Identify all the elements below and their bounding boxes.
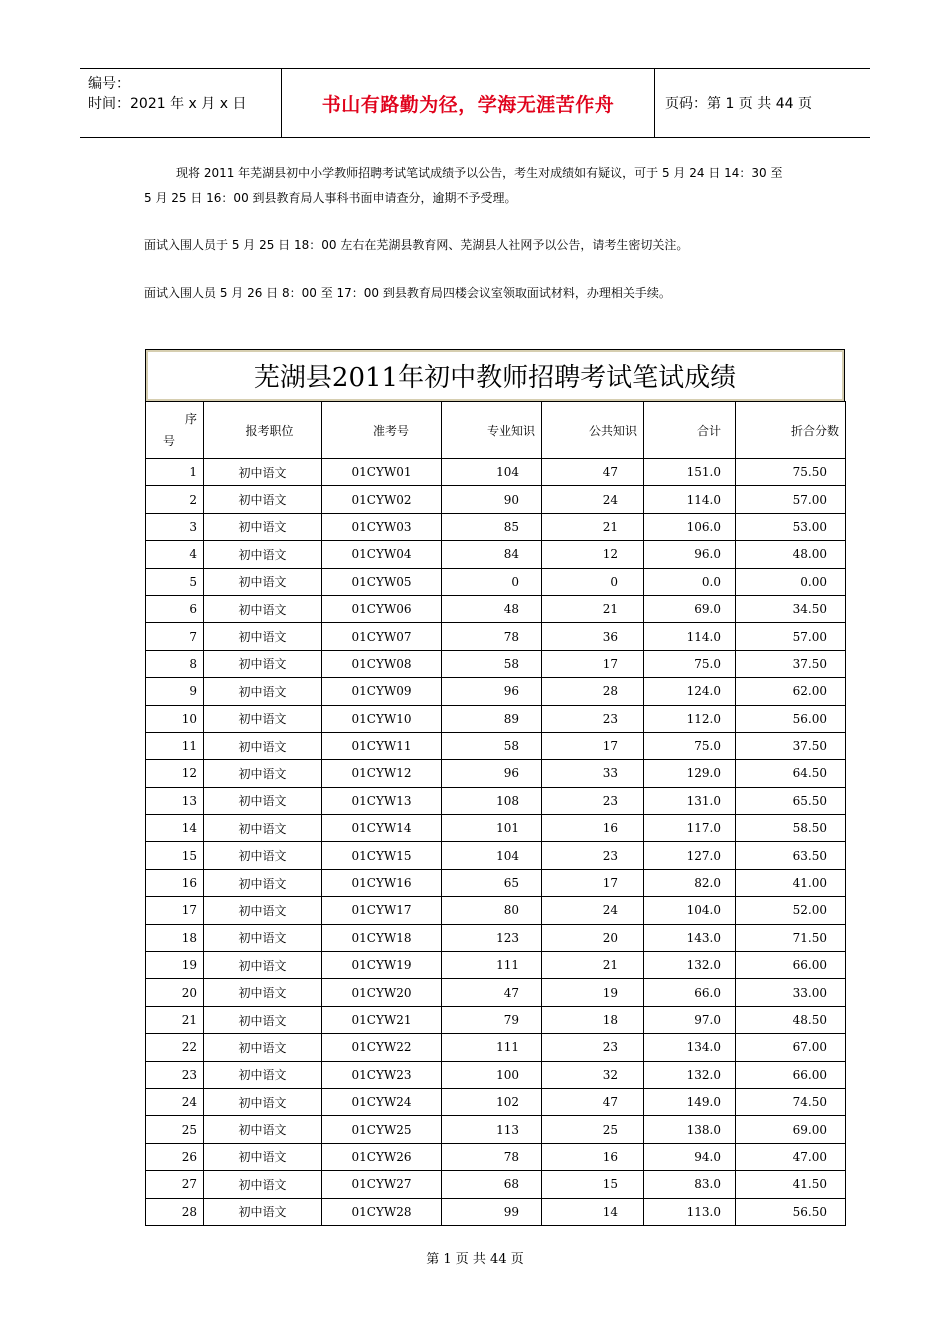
cell-exam-id: 01CYW15 bbox=[322, 842, 442, 869]
cell-total: 117.0 bbox=[644, 815, 736, 842]
table-row bbox=[146, 1088, 846, 1115]
cell-converted: 57.00 bbox=[736, 486, 846, 513]
table-row bbox=[146, 979, 846, 1006]
cell-professional: 102 bbox=[442, 1088, 542, 1115]
cell-total: 151.0 bbox=[644, 459, 736, 486]
cell-public: 23 bbox=[542, 787, 644, 814]
cell-seq: 23 bbox=[146, 1061, 204, 1088]
header-meta bbox=[80, 69, 282, 137]
cell-professional: 78 bbox=[442, 1143, 542, 1170]
cell-total: 113.0 bbox=[644, 1198, 736, 1225]
cell-professional: 104 bbox=[442, 842, 542, 869]
cell-converted: 47.00 bbox=[736, 1143, 846, 1170]
cell-converted: 48.50 bbox=[736, 1006, 846, 1033]
cell-public: 21 bbox=[542, 513, 644, 540]
cell-public: 20 bbox=[542, 924, 644, 951]
cell-seq: 15 bbox=[146, 842, 204, 869]
cell-converted: 57.00 bbox=[736, 623, 846, 650]
cell-converted: 64.50 bbox=[736, 760, 846, 787]
cell-position: 初中语文 bbox=[204, 705, 322, 732]
cell-seq: 16 bbox=[146, 869, 204, 896]
cell-professional: 111 bbox=[442, 1034, 542, 1061]
table-row bbox=[146, 1034, 846, 1061]
cell-exam-id: 01CYW21 bbox=[322, 1006, 442, 1033]
table-row bbox=[146, 568, 846, 595]
header-seq-top: 序 bbox=[184, 412, 197, 426]
cell-position: 初中语文 bbox=[204, 1006, 322, 1033]
cell-professional: 123 bbox=[442, 924, 542, 951]
cell-public: 21 bbox=[542, 595, 644, 622]
cell-public: 0 bbox=[542, 568, 644, 595]
cell-exam-id: 01CYW01 bbox=[322, 459, 442, 486]
cell-professional: 101 bbox=[442, 815, 542, 842]
cell-converted: 56.50 bbox=[736, 1198, 846, 1225]
cell-position: 初中语文 bbox=[204, 924, 322, 951]
cell-seq: 20 bbox=[146, 979, 204, 1006]
cell-exam-id: 01CYW03 bbox=[322, 513, 442, 540]
table-row bbox=[146, 595, 846, 622]
cell-exam-id: 01CYW25 bbox=[322, 1116, 442, 1143]
table-row bbox=[146, 541, 846, 568]
cell-professional: 65 bbox=[442, 869, 542, 896]
table-row bbox=[146, 623, 846, 650]
header-page-info: 页码：第 1 页 共 44 页 bbox=[665, 96, 812, 112]
table-row bbox=[146, 787, 846, 814]
cell-professional: 78 bbox=[442, 623, 542, 650]
cell-public: 15 bbox=[542, 1171, 644, 1198]
cell-total: 106.0 bbox=[644, 513, 736, 540]
table-row bbox=[146, 760, 846, 787]
table-row bbox=[146, 732, 846, 759]
cell-position: 初中语文 bbox=[204, 1143, 322, 1170]
cell-public: 17 bbox=[542, 650, 644, 677]
table-row bbox=[146, 924, 846, 951]
cell-professional: 89 bbox=[442, 705, 542, 732]
cell-professional: 104 bbox=[442, 459, 542, 486]
cell-exam-id: 01CYW06 bbox=[322, 595, 442, 622]
cell-converted: 62.00 bbox=[736, 678, 846, 705]
cell-professional: 90 bbox=[442, 486, 542, 513]
cell-professional: 58 bbox=[442, 650, 542, 677]
cell-total: 134.0 bbox=[644, 1034, 736, 1061]
cell-seq: 7 bbox=[146, 623, 204, 650]
cell-public: 24 bbox=[542, 486, 644, 513]
header-converted: 折合分数 bbox=[736, 402, 846, 459]
cell-total: 132.0 bbox=[644, 952, 736, 979]
cell-converted: 37.50 bbox=[736, 650, 846, 677]
cell-converted: 69.00 bbox=[736, 1116, 846, 1143]
header-seq bbox=[146, 402, 204, 459]
header-total: 合计 bbox=[644, 402, 736, 459]
cell-converted: 48.00 bbox=[736, 541, 846, 568]
cell-exam-id: 01CYW13 bbox=[322, 787, 442, 814]
cell-public: 23 bbox=[542, 842, 644, 869]
cell-converted: 66.00 bbox=[736, 952, 846, 979]
cell-public: 17 bbox=[542, 732, 644, 759]
cell-exam-id: 01CYW24 bbox=[322, 1088, 442, 1115]
cell-seq: 24 bbox=[146, 1088, 204, 1115]
cell-total: 75.0 bbox=[644, 732, 736, 759]
cell-position: 初中语文 bbox=[204, 815, 322, 842]
cell-position: 初中语文 bbox=[204, 513, 322, 540]
table-title: 芜湖县2011年初中教师招聘考试笔试成绩 bbox=[145, 349, 845, 401]
table-row bbox=[146, 897, 846, 924]
cell-total: 94.0 bbox=[644, 1143, 736, 1170]
cell-position: 初中语文 bbox=[204, 869, 322, 896]
cell-seq: 27 bbox=[146, 1171, 204, 1198]
cell-public: 28 bbox=[542, 678, 644, 705]
cell-converted: 75.50 bbox=[736, 459, 846, 486]
cell-public: 33 bbox=[542, 760, 644, 787]
cell-exam-id: 01CYW02 bbox=[322, 486, 442, 513]
table-header-row bbox=[146, 402, 846, 459]
cell-converted: 33.00 bbox=[736, 979, 846, 1006]
cell-public: 24 bbox=[542, 897, 644, 924]
table-row bbox=[146, 1006, 846, 1033]
cell-converted: 52.00 bbox=[736, 897, 846, 924]
cell-professional: 99 bbox=[442, 1198, 542, 1225]
table-row bbox=[146, 513, 846, 540]
cell-exam-id: 01CYW27 bbox=[322, 1171, 442, 1198]
cell-public: 47 bbox=[542, 459, 644, 486]
cell-exam-id: 01CYW16 bbox=[322, 869, 442, 896]
cell-position: 初中语文 bbox=[204, 1034, 322, 1061]
cell-seq: 5 bbox=[146, 568, 204, 595]
cell-exam-id: 01CYW11 bbox=[322, 732, 442, 759]
cell-public: 25 bbox=[542, 1116, 644, 1143]
cell-total: 69.0 bbox=[644, 595, 736, 622]
table-body bbox=[146, 459, 846, 1226]
cell-converted: 56.00 bbox=[736, 705, 846, 732]
cell-position: 初中语文 bbox=[204, 979, 322, 1006]
cell-seq: 22 bbox=[146, 1034, 204, 1061]
cell-exam-id: 01CYW28 bbox=[322, 1198, 442, 1225]
table-row bbox=[146, 869, 846, 896]
cell-exam-id: 01CYW10 bbox=[322, 705, 442, 732]
cell-converted: 37.50 bbox=[736, 732, 846, 759]
score-table bbox=[145, 349, 845, 1226]
cell-position: 初中语文 bbox=[204, 486, 322, 513]
notice-line-3: 面试入围人员于 5 月 25 日 18：00 左右在芜湖县教育网、芜湖县人社网予以公告，请考生密切关注。 bbox=[144, 238, 689, 252]
cell-total: 75.0 bbox=[644, 650, 736, 677]
cell-public: 21 bbox=[542, 952, 644, 979]
cell-seq: 4 bbox=[146, 541, 204, 568]
header-position: 报考职位 bbox=[204, 402, 322, 459]
cell-professional: 80 bbox=[442, 897, 542, 924]
cell-total: 82.0 bbox=[644, 869, 736, 896]
document-date: 时间：2021 年 x 月 x 日 bbox=[88, 96, 247, 112]
cell-total: 124.0 bbox=[644, 678, 736, 705]
cell-exam-id: 01CYW20 bbox=[322, 979, 442, 1006]
cell-position: 初中语文 bbox=[204, 1171, 322, 1198]
cell-position: 初中语文 bbox=[204, 897, 322, 924]
cell-seq: 14 bbox=[146, 815, 204, 842]
cell-professional: 0 bbox=[442, 568, 542, 595]
header-motto-cell bbox=[282, 69, 655, 137]
cell-exam-id: 01CYW18 bbox=[322, 924, 442, 951]
cell-exam-id: 01CYW14 bbox=[322, 815, 442, 842]
cell-converted: 71.50 bbox=[736, 924, 846, 951]
page-header bbox=[80, 68, 870, 138]
cell-professional: 79 bbox=[442, 1006, 542, 1033]
table-row bbox=[146, 1143, 846, 1170]
cell-position: 初中语文 bbox=[204, 459, 322, 486]
cell-public: 12 bbox=[542, 541, 644, 568]
cell-seq: 9 bbox=[146, 678, 204, 705]
cell-professional: 58 bbox=[442, 732, 542, 759]
cell-converted: 65.50 bbox=[736, 787, 846, 814]
table-row bbox=[146, 705, 846, 732]
cell-exam-id: 01CYW17 bbox=[322, 897, 442, 924]
cell-public: 23 bbox=[542, 1034, 644, 1061]
cell-converted: 53.00 bbox=[736, 513, 846, 540]
cell-total: 114.0 bbox=[644, 486, 736, 513]
cell-exam-id: 01CYW07 bbox=[322, 623, 442, 650]
cell-position: 初中语文 bbox=[204, 1116, 322, 1143]
cell-public: 19 bbox=[542, 979, 644, 1006]
cell-seq: 28 bbox=[146, 1198, 204, 1225]
cell-exam-id: 01CYW08 bbox=[322, 650, 442, 677]
notice-line-1: 现将 2011 年芜湖县初中小学教师招聘考试笔试成绩予以公告，考生对成绩如有疑议，可于 5 月 24 日 14：30 至 bbox=[176, 166, 783, 180]
cell-total: 129.0 bbox=[644, 760, 736, 787]
cell-seq: 11 bbox=[146, 732, 204, 759]
cell-exam-id: 01CYW26 bbox=[322, 1143, 442, 1170]
cell-professional: 84 bbox=[442, 541, 542, 568]
cell-public: 16 bbox=[542, 1143, 644, 1170]
cell-total: 0.0 bbox=[644, 568, 736, 595]
cell-seq: 26 bbox=[146, 1143, 204, 1170]
table-row bbox=[146, 486, 846, 513]
cell-total: 96.0 bbox=[644, 541, 736, 568]
table-row bbox=[146, 1171, 846, 1198]
cell-professional: 96 bbox=[442, 678, 542, 705]
cell-converted: 66.00 bbox=[736, 1061, 846, 1088]
cell-total: 138.0 bbox=[644, 1116, 736, 1143]
cell-position: 初中语文 bbox=[204, 595, 322, 622]
notice-line-2: 5 月 25 日 16：00 到县教育局人事科书面申请查分，逾期不予受理。 bbox=[144, 191, 517, 205]
header-exam-id: 准考号 bbox=[322, 402, 442, 459]
cell-total: 104.0 bbox=[644, 897, 736, 924]
cell-seq: 12 bbox=[146, 760, 204, 787]
cell-seq: 2 bbox=[146, 486, 204, 513]
cell-converted: 41.50 bbox=[736, 1171, 846, 1198]
table-row bbox=[146, 815, 846, 842]
cell-converted: 0.00 bbox=[736, 568, 846, 595]
cell-seq: 19 bbox=[146, 952, 204, 979]
table-row bbox=[146, 1061, 846, 1088]
table-row bbox=[146, 1198, 846, 1225]
cell-seq: 3 bbox=[146, 513, 204, 540]
cell-total: 66.0 bbox=[644, 979, 736, 1006]
cell-professional: 113 bbox=[442, 1116, 542, 1143]
cell-exam-id: 01CYW04 bbox=[322, 541, 442, 568]
cell-professional: 85 bbox=[442, 513, 542, 540]
page-footer: 第 1 页 共 44 页 bbox=[426, 1252, 524, 1267]
table-row bbox=[146, 678, 846, 705]
notice-line-4: 面试入围人员 5 月 26 日 8：00 至 17：00 到县教育局四楼会议室领取面试材料，办理相关手续。 bbox=[144, 286, 671, 300]
cell-total: 112.0 bbox=[644, 705, 736, 732]
cell-professional: 108 bbox=[442, 787, 542, 814]
cell-public: 32 bbox=[542, 1061, 644, 1088]
cell-seq: 10 bbox=[146, 705, 204, 732]
table-row bbox=[146, 842, 846, 869]
cell-professional: 96 bbox=[442, 760, 542, 787]
cell-seq: 1 bbox=[146, 459, 204, 486]
cell-position: 初中语文 bbox=[204, 1198, 322, 1225]
cell-converted: 67.00 bbox=[736, 1034, 846, 1061]
cell-seq: 21 bbox=[146, 1006, 204, 1033]
header-page-cell bbox=[655, 69, 870, 137]
cell-position: 初中语文 bbox=[204, 623, 322, 650]
cell-professional: 47 bbox=[442, 979, 542, 1006]
cell-public: 36 bbox=[542, 623, 644, 650]
header-professional: 专业知识 bbox=[442, 402, 542, 459]
table-row bbox=[146, 459, 846, 486]
cell-position: 初中语文 bbox=[204, 541, 322, 568]
cell-exam-id: 01CYW23 bbox=[322, 1061, 442, 1088]
cell-professional: 68 bbox=[442, 1171, 542, 1198]
cell-position: 初中语文 bbox=[204, 650, 322, 677]
cell-seq: 18 bbox=[146, 924, 204, 951]
cell-position: 初中语文 bbox=[204, 787, 322, 814]
cell-position: 初中语文 bbox=[204, 678, 322, 705]
cell-converted: 74.50 bbox=[736, 1088, 846, 1115]
document-number: 编号： bbox=[88, 76, 130, 92]
cell-seq: 17 bbox=[146, 897, 204, 924]
cell-seq: 6 bbox=[146, 595, 204, 622]
cell-position: 初中语文 bbox=[204, 952, 322, 979]
cell-total: 127.0 bbox=[644, 842, 736, 869]
cell-converted: 63.50 bbox=[736, 842, 846, 869]
cell-total: 131.0 bbox=[644, 787, 736, 814]
table-row bbox=[146, 650, 846, 677]
cell-exam-id: 01CYW05 bbox=[322, 568, 442, 595]
cell-total: 97.0 bbox=[644, 1006, 736, 1033]
cell-professional: 100 bbox=[442, 1061, 542, 1088]
cell-seq: 8 bbox=[146, 650, 204, 677]
cell-total: 149.0 bbox=[644, 1088, 736, 1115]
cell-exam-id: 01CYW09 bbox=[322, 678, 442, 705]
cell-exam-id: 01CYW19 bbox=[322, 952, 442, 979]
cell-public: 16 bbox=[542, 815, 644, 842]
cell-seq: 13 bbox=[146, 787, 204, 814]
cell-professional: 111 bbox=[442, 952, 542, 979]
cell-converted: 58.50 bbox=[736, 815, 846, 842]
cell-total: 114.0 bbox=[644, 623, 736, 650]
table-row bbox=[146, 952, 846, 979]
cell-exam-id: 01CYW22 bbox=[322, 1034, 442, 1061]
cell-position: 初中语文 bbox=[204, 1061, 322, 1088]
cell-converted: 34.50 bbox=[736, 595, 846, 622]
cell-position: 初中语文 bbox=[204, 1088, 322, 1115]
cell-total: 143.0 bbox=[644, 924, 736, 951]
cell-public: 23 bbox=[542, 705, 644, 732]
cell-position: 初中语文 bbox=[204, 760, 322, 787]
header-seq-bottom: 号 bbox=[162, 434, 175, 448]
cell-position: 初中语文 bbox=[204, 732, 322, 759]
header-public: 公共知识 bbox=[542, 402, 644, 459]
cell-converted: 41.00 bbox=[736, 869, 846, 896]
cell-total: 83.0 bbox=[644, 1171, 736, 1198]
cell-public: 47 bbox=[542, 1088, 644, 1115]
cell-seq: 25 bbox=[146, 1116, 204, 1143]
cell-position: 初中语文 bbox=[204, 842, 322, 869]
cell-professional: 48 bbox=[442, 595, 542, 622]
cell-public: 17 bbox=[542, 869, 644, 896]
cell-public: 18 bbox=[542, 1006, 644, 1033]
motto: 书山有路勤为径，学海无涯苦作舟 bbox=[321, 93, 615, 116]
table-row bbox=[146, 1116, 846, 1143]
cell-exam-id: 01CYW12 bbox=[322, 760, 442, 787]
cell-total: 132.0 bbox=[644, 1061, 736, 1088]
cell-public: 14 bbox=[542, 1198, 644, 1225]
cell-position: 初中语文 bbox=[204, 568, 322, 595]
score-grid bbox=[145, 401, 846, 1226]
